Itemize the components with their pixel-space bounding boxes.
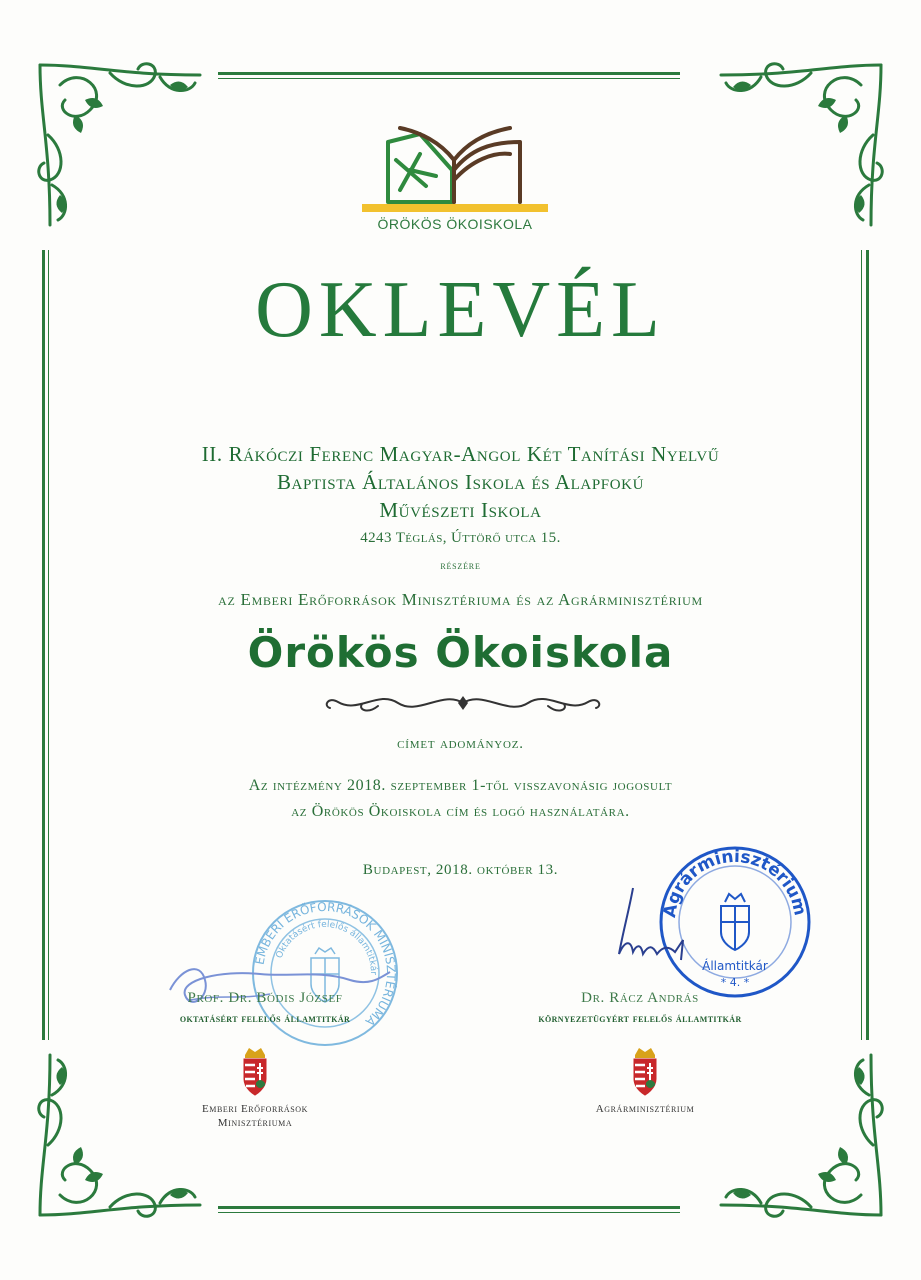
left-stamp-ring-text: EMBERI ERŐFORRÁSOK MINISZTÉRIUMA xyxy=(252,899,399,1029)
hungarian-coat-of-arms-icon xyxy=(240,1045,270,1097)
open-book-icon xyxy=(360,120,550,216)
left-ministry-name-line-2: Minisztériuma xyxy=(217,1117,293,1129)
place-and-date: Budapest, 2018. október 13. xyxy=(362,862,559,878)
left-stamp-inner-text: Oktatásért felelős államtitkár xyxy=(274,919,379,976)
awarding-ministries: az Emberi Erőforrások Minisztériuma és az Agrárminisztérium xyxy=(218,590,703,609)
frame-top-line-thin xyxy=(218,78,680,79)
right-stamp-ring-text: Agrárminisztérium xyxy=(659,846,810,920)
grant-statement: címet adományoz. xyxy=(397,736,524,752)
corner-ornament-top-left xyxy=(30,55,210,235)
right-signatory-name: Dr. Rácz András xyxy=(581,990,699,1006)
right-handwritten-signature xyxy=(605,880,705,970)
ecoschool-logo xyxy=(360,120,550,240)
left-ministry-logo xyxy=(175,1045,335,1130)
left-signatory-title: oktatásért felelős államtitkár xyxy=(179,1011,351,1025)
school-name-line-1: II. Rákóczi Ferenc Magyar-Angol Két Tanítási Nyelvű xyxy=(201,442,720,466)
corner-ornament-top-right xyxy=(711,55,891,235)
right-signatory xyxy=(490,990,790,1026)
right-stamp-inner-text: Államtitkár xyxy=(702,959,768,973)
left-signatory-name: Prof. Dr. Bódis József xyxy=(187,990,343,1006)
frame-bottom-line xyxy=(218,1206,680,1209)
right-stamp-number: * 4. * xyxy=(720,976,750,989)
right-ministry-logo xyxy=(565,1045,725,1116)
right-ministry-name: Agrárminisztérium xyxy=(595,1103,695,1115)
entitlement-line-1: Az intézmény 2018. szeptember 1-től visszavonásig jogosult xyxy=(248,777,673,794)
corner-ornament-bottom-right xyxy=(711,1045,891,1225)
left-signatory xyxy=(120,990,410,1026)
frame-bottom-line-thin xyxy=(218,1212,680,1213)
entitlement-line-2: az Örökös Ökoiskola cím és logó használatára. xyxy=(291,803,630,820)
logo-caption: ÖRÖKÖS ÖKOISKOLA xyxy=(377,216,533,232)
award-title: Örökös Ökoiskola xyxy=(247,628,674,677)
hungarian-coat-of-arms-icon xyxy=(630,1045,660,1097)
left-ministry-name-line-1: Emberi Erőforrások xyxy=(201,1103,309,1115)
recipient-marker: részére xyxy=(440,558,481,572)
school-address: 4243 Téglás, Úttörő utca 15. xyxy=(360,530,561,546)
frame-top-line xyxy=(218,72,680,75)
document-title: OKLEVÉL xyxy=(255,266,666,354)
right-signatory-title: környezetügyért felelős államtitkár xyxy=(538,1011,742,1025)
flourish-divider xyxy=(318,688,608,718)
school-name-line-3: Művészeti Iskola xyxy=(379,498,542,522)
school-name-line-2: Baptista Általános Iskola és Alapfokú xyxy=(276,470,645,494)
